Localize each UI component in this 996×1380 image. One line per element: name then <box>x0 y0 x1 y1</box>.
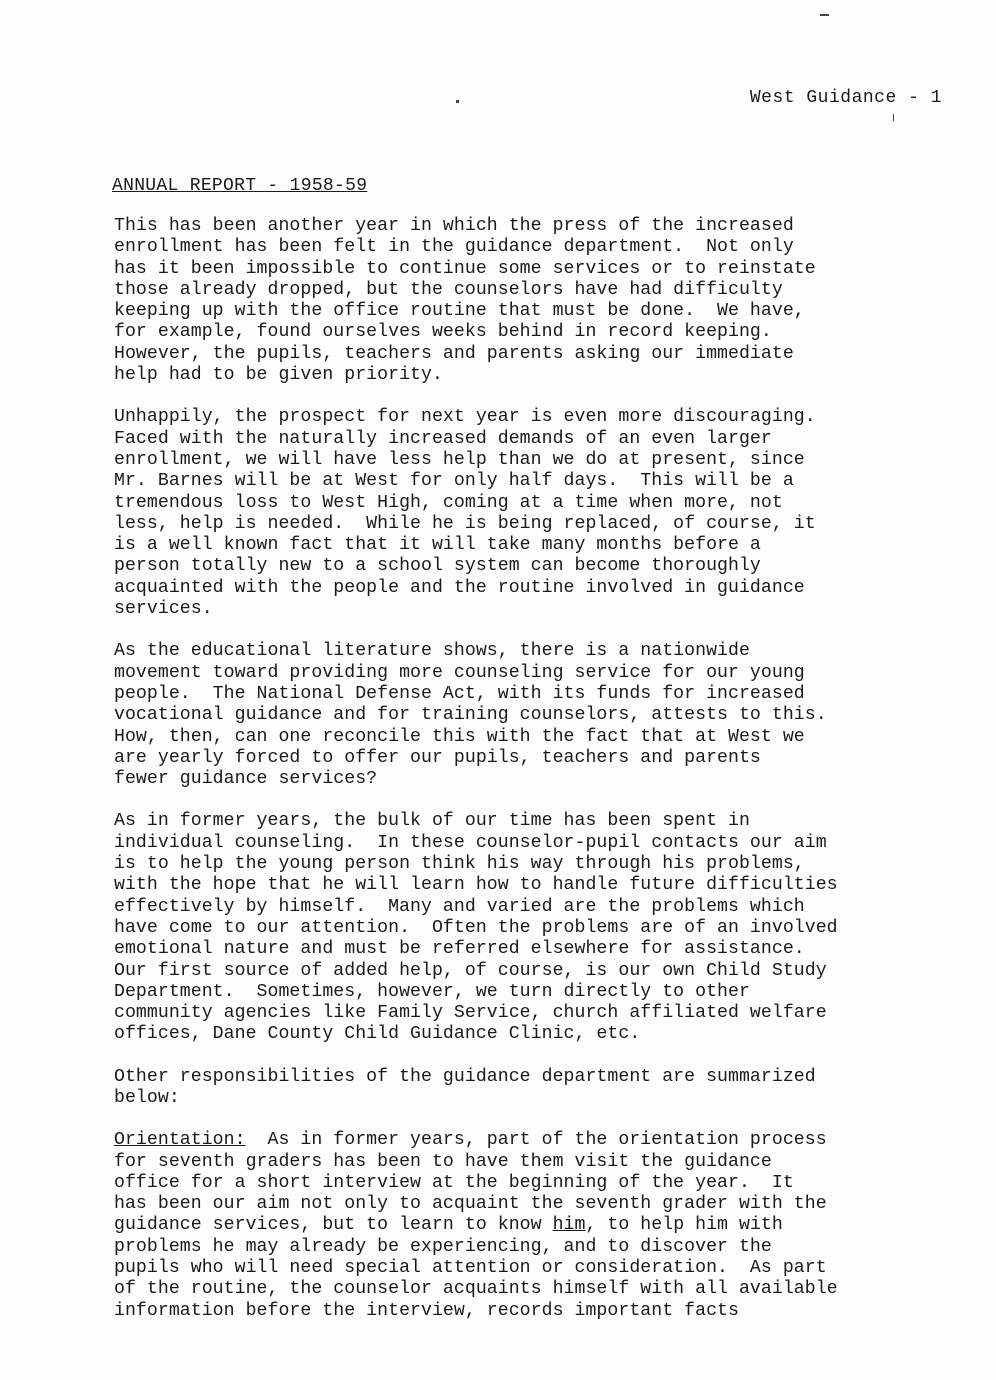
paragraph-line: with the hope that he will learn how to handle future difficulties <box>114 875 838 896</box>
paragraph-line: How, then, can one reconcile this with the fact that at West we <box>114 726 805 747</box>
paragraph-line: for seventh graders has been to have them visit the guidance <box>114 1151 772 1172</box>
paragraph-line: Mr. Barnes will be at West for only half days. This will be a <box>114 471 794 492</box>
orientation-first-line-text: As in former years, part of the orientation process <box>245 1130 827 1151</box>
paragraph-line: acquainted with the people and the routine involved in guidance <box>114 577 805 598</box>
paragraph-line: problems he may already be experiencing, and to discover the <box>114 1236 772 1257</box>
paragraph-line: Faced with the naturally increased demands of an even larger <box>114 428 772 449</box>
orientation-first-line <box>114 1130 974 1151</box>
paragraph-line: enrollment has been felt in the guidance department. Not only <box>114 237 794 258</box>
paragraph <box>114 1067 974 1110</box>
paragraph-line: of the routine, the counselor acquaints himself with all available <box>114 1279 838 1300</box>
emphasis-after: , to help him with <box>585 1215 783 1236</box>
paragraph-line: pupils who will need special attention or consideration. As part <box>114 1258 827 1279</box>
paragraph-line: those already dropped, but the counselors have had difficulty <box>114 279 783 300</box>
paragraph-line: movement toward providing more counseling service for our young <box>114 662 805 683</box>
paragraph-line: emotional nature and must be referred elsewhere for assistance. <box>114 939 805 960</box>
paragraph <box>114 216 974 386</box>
paragraph-line: have come to our attention. Often the problems are of an involved <box>114 917 838 938</box>
paragraph-line: help had to be given priority. <box>114 365 443 386</box>
paragraph-line: Other responsibilities of the guidance department are summarized <box>114 1066 816 1087</box>
scan-mark <box>820 14 829 16</box>
paragraph-line: information before the interview, records important facts <box>114 1300 739 1321</box>
paragraph-line: are yearly forced to offer our pupils, teachers and parents <box>114 747 761 768</box>
paragraph <box>114 641 974 790</box>
paragraph-line: However, the pupils, teachers and parents asking our immediate <box>114 343 794 364</box>
scan-mark <box>893 114 894 121</box>
paragraph <box>114 407 974 620</box>
paragraph-line: is to help the young person think his way through his problems, <box>114 854 805 875</box>
orientation-section <box>114 1130 974 1322</box>
paragraph-line: has been our aim not only to acquaint the seventh grader with the <box>114 1194 827 1215</box>
paragraph-line: person totally new to a school system can become thoroughly <box>114 556 761 577</box>
paragraph-line: has it been impossible to continue some services or to reinstate <box>114 258 816 279</box>
page-header: West Guidance - 1 <box>749 88 942 108</box>
paragraph-line: As in former years, the bulk of our time has been spent in <box>114 811 750 832</box>
paragraph-line: effectively by himself. Many and varied are the problems which <box>114 896 805 917</box>
paragraph-line: office for a short interview at the beginning of the year. It <box>114 1172 794 1193</box>
report-body <box>114 216 974 1343</box>
scan-mark <box>456 100 459 103</box>
emphasis-word: him <box>552 1215 586 1236</box>
paragraph-line: less, help is needed. While he is being replaced, of course, it <box>114 513 816 534</box>
paragraph-line: offices, Dane County Child Guidance Clinic, etc. <box>114 1024 641 1045</box>
paragraph-line: for example, found ourselves weeks behind in record keeping. <box>114 322 772 343</box>
paragraph-line: Our first source of added help, of course, is our own Child Study <box>114 960 827 981</box>
paragraph-line: enrollment, we will have less help than we do at present, since <box>114 449 805 470</box>
paragraph-line: individual counseling. In these counselor-pupil contacts our aim <box>114 832 827 853</box>
paragraph-line: people. The National Defense Act, with its funds for increased <box>114 683 805 704</box>
paragraph-line: vocational guidance and for training counselors, attests to this. <box>114 705 827 726</box>
paragraph <box>114 811 974 1045</box>
paragraph-line: community agencies like Family Service, church affiliated welfare <box>114 1003 827 1024</box>
paragraph-line: Department. Sometimes, however, we turn directly to other <box>114 981 750 1002</box>
paragraph-line: Unhappily, the prospect for next year is even more discouraging. <box>114 407 816 428</box>
paragraph-line: As the educational literature shows, there is a nationwide <box>114 641 750 662</box>
paragraph-line: fewer guidance services? <box>114 769 378 790</box>
paragraph-line: is a well known fact that it will take many months before a <box>114 535 761 556</box>
paragraph-line: tremendous loss to West High, coming at a time when more, not <box>114 492 783 513</box>
report-title: ANNUAL REPORT - 1958-59 <box>112 176 368 196</box>
orientation-emphasis-line <box>114 1215 974 1236</box>
paragraph-line: This has been another year in which the press of the increased <box>114 216 794 236</box>
paragraph-line: services. <box>114 599 213 620</box>
emphasis-before: guidance services, but to learn to know <box>114 1215 553 1236</box>
paragraph-line: keeping up with the office routine that must be done. We have, <box>114 301 805 322</box>
paragraph-line: below: <box>114 1087 180 1108</box>
orientation-heading: Orientation: <box>114 1130 246 1151</box>
